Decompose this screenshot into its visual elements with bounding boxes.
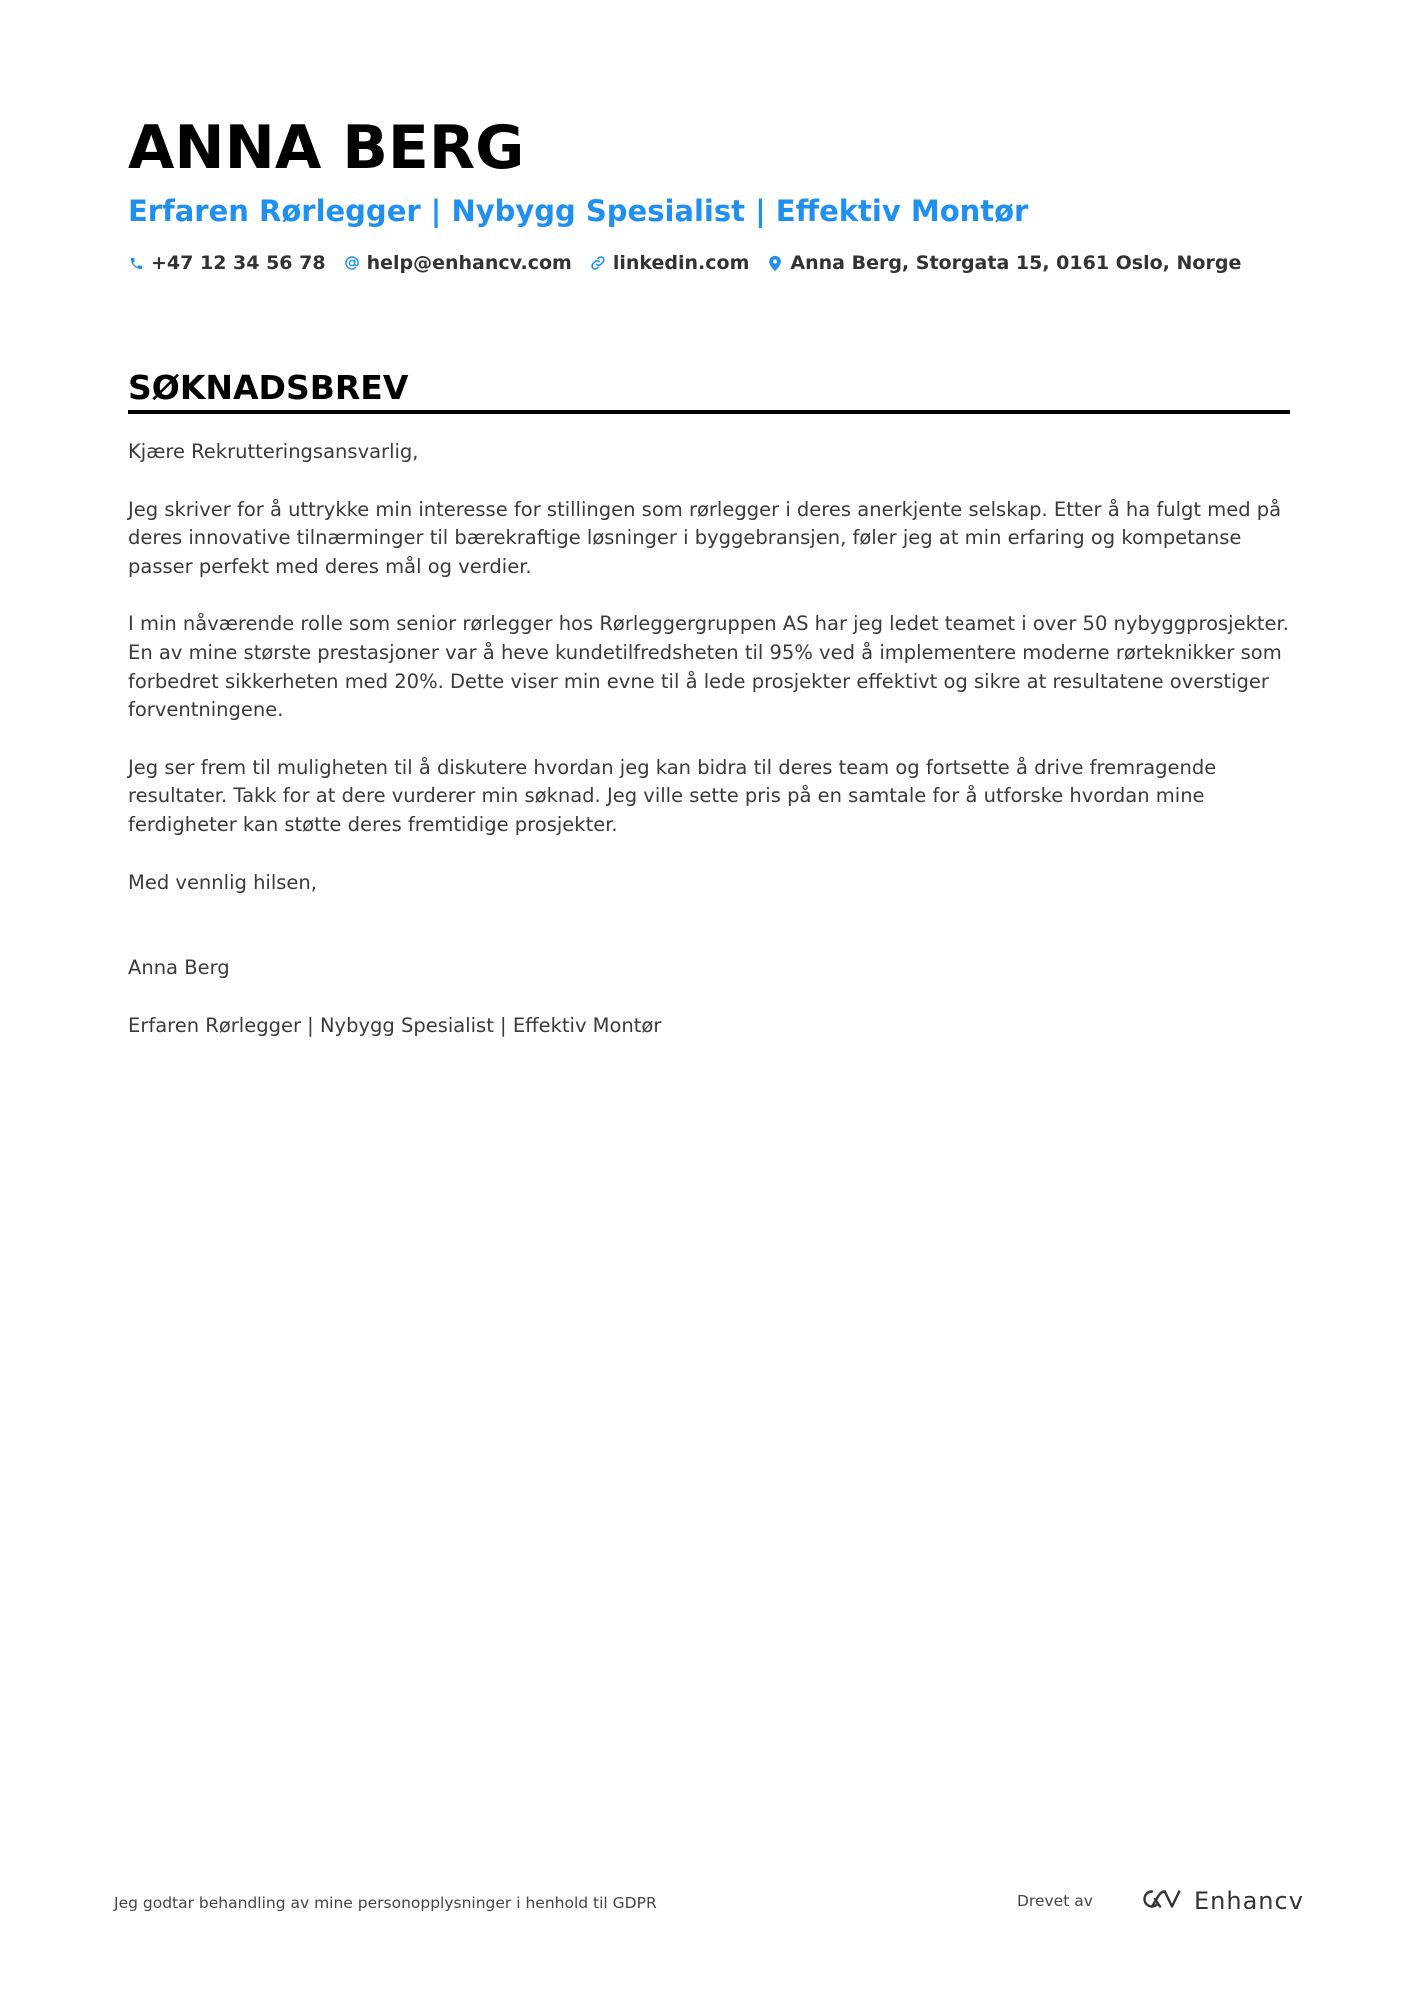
enhancv-brand[interactable]	[1138, 1886, 1304, 1916]
contact-email-text: help@enhancv.com	[366, 252, 572, 274]
contact-phone[interactable]	[128, 252, 326, 274]
letter-paragraph-2: I min nåværende rolle som senior rørlegger hos Rørleggergruppen AS har jeg ledet teamet i over 50 nybyggprosjekter. En av mine største prestasjoner var å heve kundetilfredsheten til 95% ved å implementere moderne rørteknikker som forbedret sikkerheten med 20%. Dette viser min evne til å lede prosjekter effektivt og sikre at resultatene overstiger forventningene.	[128, 612, 1289, 722]
section-title: SØKNADSBREV	[128, 368, 409, 407]
contact-address-text: Anna Berg, Storgata 15, 0161 Oslo, Norge	[790, 252, 1242, 274]
letter-body	[128, 438, 1290, 1069]
applicant-headline: Erfaren Rørlegger | Nybygg Spesialist | Effektiv Montør	[128, 194, 1029, 228]
contact-email[interactable]	[344, 252, 572, 274]
letter-paragraph-1: Jeg skriver for å uttrykke min interesse for stillingen som rørlegger i deres anerkjente selskap. Etter å ha fulgt med på deres innovative tilnærminger til bærekraftige løsninger i byggebransjen, føler jeg at min erfaring og kompetanse passer perfekt med deres mål og verdier.	[128, 497, 1282, 578]
link-icon	[590, 254, 606, 272]
location-pin-icon	[767, 254, 783, 272]
contact-linkedin-text: linkedin.com	[612, 252, 750, 274]
phone-icon	[128, 254, 144, 272]
enhancv-brand-name: Enhancv	[1194, 1887, 1304, 1915]
applicant-name: ANNA BERG	[128, 113, 525, 183]
contact-phone-text: +47 12 34 56 78	[151, 252, 326, 274]
gdpr-consent-note: Jeg godtar behandling av mine personopplysninger i henhold til GDPR	[114, 1894, 657, 1912]
contact-linkedin[interactable]	[590, 252, 750, 274]
section-divider	[128, 410, 1290, 414]
letter-greeting: Kjære Rekrutteringsansvarlig,	[128, 440, 419, 463]
enhancv-logo-icon	[1138, 1886, 1184, 1916]
signature-title: Erfaren Rørlegger | Nybygg Spesialist | Effektiv Montør	[128, 1013, 662, 1037]
contact-address	[767, 252, 1241, 274]
at-icon	[344, 254, 360, 272]
letter-closing: Med vennlig hilsen,	[128, 870, 317, 894]
contact-bar	[128, 252, 1241, 274]
signature-name: Anna Berg	[128, 956, 230, 980]
letter-paragraph-3: Jeg ser frem til muligheten til å diskutere hvordan jeg kan bidra til deres team og fortsette å drive fremragende resultater. Takk for at dere vurderer min søknad. Jeg ville sette pris på en samtale for å utforske hvordan mine ferdigheter kan støtte deres fremtidige prosjekter.	[128, 755, 1217, 836]
powered-by-label: Drevet av	[1017, 1892, 1093, 1910]
